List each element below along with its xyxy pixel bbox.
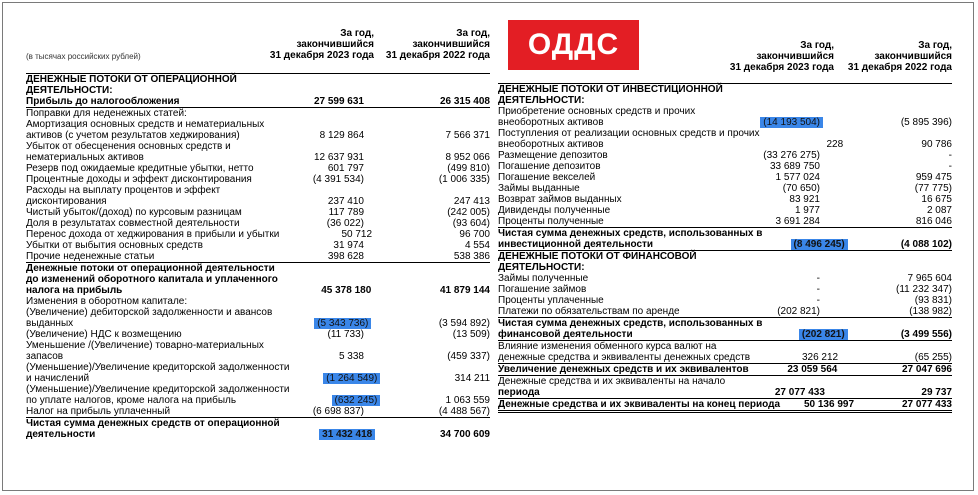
value-2022: (11 232 347) bbox=[896, 284, 952, 295]
table-row bbox=[26, 119, 490, 141]
row-label: Денежные средства и их эквиваленты на конец периода bbox=[498, 399, 781, 410]
table-row bbox=[26, 263, 490, 296]
value-2022: 7 965 604 bbox=[907, 273, 952, 284]
row-label: Поступления от реализации основных средств и прочих внеоборотных активов bbox=[498, 128, 760, 150]
row-label: (Уменьшение)/Увеличение кредиторской задолженности по уплате налогов, кроме налога на прибыль bbox=[26, 384, 290, 406]
table-row bbox=[498, 150, 952, 161]
table-row bbox=[26, 329, 490, 340]
value-2023: 31 974 bbox=[333, 240, 364, 251]
table-row bbox=[26, 174, 490, 185]
value-2022: - bbox=[948, 161, 952, 172]
left-col-header-2023: За год, закончившийся 31 декабря 2023 года bbox=[269, 28, 374, 61]
value-2022: (93 604) bbox=[452, 218, 490, 229]
value-2023: - bbox=[816, 273, 820, 284]
value-2023: - bbox=[816, 295, 820, 306]
value-2022: (4 088 102) bbox=[900, 239, 952, 250]
value-2022: 96 700 bbox=[459, 229, 490, 240]
operating-activities-panel bbox=[26, 26, 490, 440]
row-label: Резерв под ожидаемые кредитные убытки, нетто bbox=[26, 163, 254, 174]
value-2023 bbox=[290, 395, 394, 406]
value-2023: 33 689 750 bbox=[769, 161, 820, 172]
table-row bbox=[498, 228, 952, 251]
right-rows bbox=[498, 84, 952, 413]
row-label: Возврат займов выданных bbox=[498, 194, 622, 205]
table-row bbox=[26, 141, 490, 163]
table-row bbox=[498, 128, 952, 150]
value-2022: 29 737 bbox=[921, 387, 952, 398]
value-2023: 3 691 284 bbox=[775, 216, 820, 227]
value-2023 bbox=[272, 318, 384, 329]
row-label: Чистый убыток/(доход) по курсовым разницам bbox=[26, 207, 242, 218]
row-label: Погашение депозитов bbox=[498, 161, 601, 172]
row-label: (Увеличение) дебиторской задолженности и авансов выданных bbox=[26, 307, 273, 329]
value-2023 bbox=[762, 239, 858, 250]
table-row bbox=[498, 172, 952, 183]
row-label: Перенос дохода от хеджирования в прибыли и убытки bbox=[26, 229, 280, 240]
value-2022: 90 786 bbox=[921, 139, 952, 150]
row-label: Погашение займов bbox=[498, 284, 587, 295]
value-2023: 23 059 564 bbox=[787, 364, 838, 375]
highlighted-value: (14 193 504) bbox=[760, 117, 823, 128]
value-2023 bbox=[290, 373, 394, 384]
table-row bbox=[498, 251, 952, 273]
value-2023: 326 212 bbox=[801, 352, 839, 363]
table-row bbox=[26, 406, 490, 418]
right-col-header-2022: За год, закончившийся 31 декабря 2022 года bbox=[847, 40, 952, 73]
row-label: Убытки от выбытия основных средств bbox=[26, 240, 203, 251]
row-label: Влияние изменения обменного курса валют на денежные средства и эквиваленты денежных средств bbox=[498, 341, 751, 363]
value-2022: (138 982) bbox=[909, 306, 952, 317]
table-row bbox=[26, 96, 490, 108]
table-row bbox=[26, 251, 490, 263]
table-row bbox=[498, 194, 952, 205]
units-note: (в тысячах российских рублей) bbox=[26, 52, 141, 61]
value-2023 bbox=[280, 429, 389, 440]
value-2022: 7 566 371 bbox=[445, 130, 490, 141]
value-2022: (3 594 892) bbox=[438, 318, 490, 329]
table-row bbox=[26, 307, 490, 329]
table-row bbox=[26, 229, 490, 240]
row-label: Приобретение основных средств и прочих внеоборотных активов bbox=[498, 106, 696, 128]
value-2022: 34 700 609 bbox=[439, 429, 490, 440]
value-2022: 16 675 bbox=[921, 194, 952, 205]
value-2023: 50 712 bbox=[341, 229, 373, 240]
table-row bbox=[26, 207, 490, 218]
row-label: Займы полученные bbox=[498, 273, 589, 284]
table-row bbox=[498, 273, 952, 284]
row-label: Уменьшение /(Увеличение) товарно-материальных запасов bbox=[26, 340, 264, 362]
table-row bbox=[26, 384, 490, 406]
table-row bbox=[498, 106, 952, 128]
value-2023: (202 821) bbox=[777, 306, 820, 317]
row-label: Дивиденды полученные bbox=[498, 205, 611, 216]
value-2023: 601 797 bbox=[327, 163, 364, 174]
value-2022: 2 087 bbox=[926, 205, 952, 216]
value-2022: 959 475 bbox=[915, 172, 952, 183]
row-label: (Уменьшение)/Увеличение кредиторской задолженности и начислений bbox=[26, 362, 290, 384]
highlighted-value: (202 821) bbox=[799, 329, 848, 340]
table-row bbox=[498, 161, 952, 172]
value-2023: 83 921 bbox=[789, 194, 820, 205]
left-table-header bbox=[26, 26, 490, 74]
table-row bbox=[498, 84, 952, 106]
value-2023: 27 077 433 bbox=[774, 387, 825, 398]
table-row bbox=[26, 418, 490, 440]
value-2023: 12 637 931 bbox=[313, 152, 364, 163]
value-2022: 4 554 bbox=[464, 240, 490, 251]
value-2023: 1 977 bbox=[794, 205, 820, 216]
row-label: Чистая сумма денежных средств, использованных в финансовой деятельности bbox=[498, 318, 763, 340]
table-row bbox=[26, 108, 490, 119]
highlighted-value: (8 496 245) bbox=[791, 239, 848, 250]
row-label: Денежные потоки от операционной деятельности до изменений оборотного капитала и уплаченного налога на прибыль bbox=[26, 263, 278, 296]
value-2023: 27 599 631 bbox=[313, 96, 364, 107]
row-label: ДЕНЕЖНЫЕ ПОТОКИ ОТ ОПЕРАЦИОННОЙ ДЕЯТЕЛЬНОСТИ: bbox=[26, 74, 237, 96]
value-2022: 8 952 066 bbox=[445, 152, 490, 163]
value-2023: 228 bbox=[826, 139, 844, 150]
value-2022: (4 488 567) bbox=[438, 406, 490, 417]
table-row bbox=[498, 295, 952, 306]
value-2023 bbox=[762, 329, 858, 340]
table-row bbox=[498, 341, 952, 364]
value-2022: 26 315 408 bbox=[439, 96, 490, 107]
highlighted-value: 31 432 418 bbox=[319, 429, 375, 440]
value-2023: (6 698 837) bbox=[312, 406, 364, 417]
value-2023: 398 628 bbox=[327, 251, 364, 262]
table-row bbox=[498, 318, 952, 341]
table-row bbox=[498, 364, 952, 376]
value-2023: 50 136 997 bbox=[803, 399, 855, 410]
table-row bbox=[498, 376, 952, 399]
left-rows bbox=[26, 74, 490, 440]
value-2023: (11 733) bbox=[327, 329, 364, 340]
row-label: Платежи по обязательствам по аренде bbox=[498, 306, 680, 317]
row-label: Налог на прибыль уплаченный bbox=[26, 406, 171, 417]
table-row bbox=[26, 185, 490, 207]
value-2022: 314 211 bbox=[454, 373, 490, 384]
value-2022: 41 879 144 bbox=[439, 285, 490, 296]
highlighted-value: (5 343 736) bbox=[314, 318, 371, 329]
value-2022: (5 895 396) bbox=[900, 117, 952, 128]
table-row bbox=[26, 240, 490, 251]
row-label: Проценты уплаченные bbox=[498, 295, 604, 306]
row-label: ДЕНЕЖНЫЕ ПОТОКИ ОТ ФИНАНСОВОЙ ДЕЯТЕЛЬНОСТИ: bbox=[498, 251, 697, 273]
value-2023: 237 410 bbox=[327, 196, 364, 207]
highlighted-value: (1 264 549) bbox=[323, 373, 380, 384]
value-2023: 5 338 bbox=[338, 351, 364, 362]
value-2022: (13 509) bbox=[452, 329, 490, 340]
row-label: Поправки для неденежных статей: bbox=[26, 108, 187, 119]
value-2023: - bbox=[816, 284, 820, 295]
row-label: Чистая сумма денежных средств от операционной деятельности bbox=[26, 418, 280, 440]
row-label: Амортизация основных средств и нематериальных активов (с учетом результатов хеджирования) bbox=[26, 119, 265, 141]
row-label: Денежные средства и их эквиваленты на начало периода bbox=[498, 376, 726, 398]
table-row bbox=[498, 399, 952, 413]
table-row bbox=[498, 306, 952, 318]
value-2022: (1 006 335) bbox=[438, 174, 490, 185]
highlighted-value: (632 245) bbox=[332, 395, 381, 406]
row-label: Прибыль до налогообложения bbox=[26, 96, 180, 107]
value-2022: - bbox=[948, 150, 952, 161]
value-2022: (499 810) bbox=[447, 163, 490, 174]
row-label: Расходы на выплату процентов и эффект дисконтирования bbox=[26, 185, 221, 207]
header-rule bbox=[26, 73, 490, 74]
right-table-header bbox=[498, 36, 952, 84]
value-2023: (36 022) bbox=[326, 218, 364, 229]
row-label: Процентные доходы и эффект дисконтирования bbox=[26, 174, 252, 185]
table-row bbox=[26, 340, 490, 362]
value-2023 bbox=[716, 117, 834, 128]
value-2022: 816 046 bbox=[915, 216, 952, 227]
table-row bbox=[26, 296, 490, 307]
row-label: Проценты полученные bbox=[498, 216, 604, 227]
value-2022: (242 005) bbox=[447, 207, 490, 218]
value-2022: (77 775) bbox=[914, 183, 952, 194]
value-2022: 1 063 559 bbox=[445, 395, 490, 406]
row-label: Увеличение денежных средств и их эквивалентов bbox=[498, 364, 749, 375]
row-label: Займы выданные bbox=[498, 183, 580, 194]
row-label: Изменения в оборотном капитале: bbox=[26, 296, 188, 307]
right-col-header-2023: За год, закончившийся 31 декабря 2023 года bbox=[729, 40, 834, 73]
value-2022: 247 413 bbox=[453, 196, 490, 207]
row-label: Убыток от обесценения основных средств и нематериальных активов bbox=[26, 141, 231, 163]
table-row bbox=[498, 216, 952, 228]
row-label: ДЕНЕЖНЫЕ ПОТОКИ ОТ ИНВЕСТИЦИОННОЙ ДЕЯТЕЛЬНОСТИ: bbox=[498, 84, 723, 106]
value-2022: (65 255) bbox=[914, 352, 952, 363]
left-col-header-2022: За год, закончившийся 31 декабря 2022 года bbox=[385, 28, 490, 61]
value-2022: 27 077 433 bbox=[901, 399, 952, 410]
investing-financing-panel bbox=[498, 36, 952, 413]
table-row bbox=[498, 205, 952, 216]
table-row bbox=[26, 163, 490, 174]
table-row bbox=[26, 362, 490, 384]
row-label: Прочие неденежные статьи bbox=[26, 251, 155, 262]
value-2023: (33 276 275) bbox=[763, 150, 820, 161]
value-2023: 117 789 bbox=[328, 207, 364, 218]
header-rule bbox=[498, 83, 952, 84]
value-2023: 8 129 864 bbox=[319, 130, 365, 141]
value-2022: 27 047 696 bbox=[901, 364, 952, 375]
row-label: Размещение депозитов bbox=[498, 150, 608, 161]
table-row bbox=[498, 183, 952, 194]
table-row bbox=[26, 218, 490, 229]
table-row bbox=[26, 74, 490, 96]
value-2022: 538 386 bbox=[453, 251, 490, 262]
row-label: Погашение векселей bbox=[498, 172, 596, 183]
value-2023: 1 577 024 bbox=[775, 172, 820, 183]
value-2022: (459 337) bbox=[447, 351, 490, 362]
value-2023: 45 378 180 bbox=[321, 285, 372, 296]
value-2023: (70 650) bbox=[782, 183, 820, 194]
row-label: Чистая сумма денежных средств, использованных в инвестиционной деятельности bbox=[498, 228, 763, 250]
value-2022: (93 831) bbox=[914, 295, 952, 306]
value-2023: (4 391 534) bbox=[312, 174, 364, 185]
value-2022: (3 499 556) bbox=[900, 329, 952, 340]
oddc-badge: ОДДС bbox=[508, 20, 639, 70]
row-label: Доля в результатах совместной деятельности bbox=[26, 218, 240, 229]
table-row bbox=[498, 284, 952, 295]
row-label: (Увеличение) НДС к возмещению bbox=[26, 329, 182, 340]
